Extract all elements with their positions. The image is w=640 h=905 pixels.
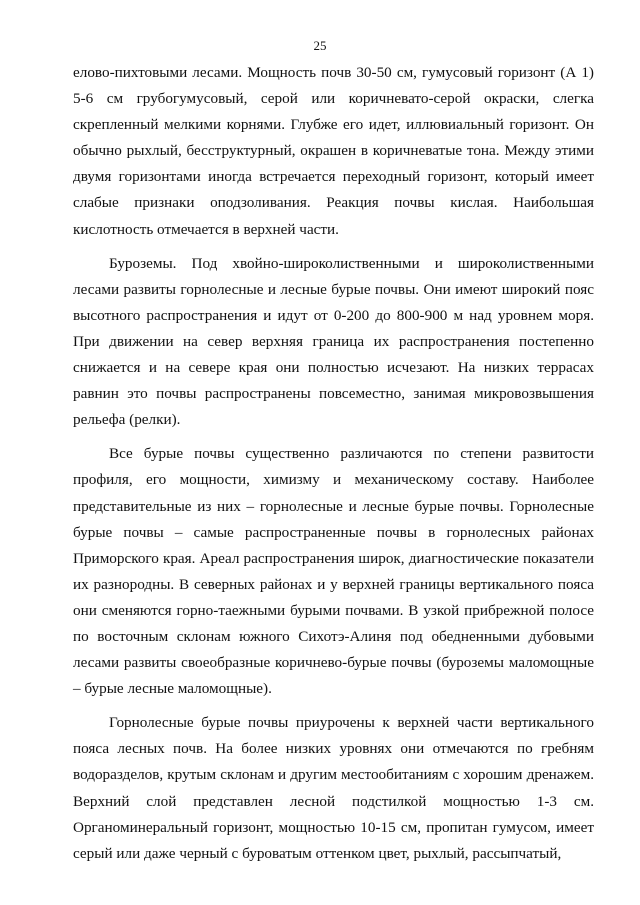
- paragraph-3: Все бурые почвы существенно различаются по степени развитости профиля, его мощности, химизму и механическому составу. Наиболее представительные из них – горнолесные и лесные бурые почвы. Горнолесные бурые почвы – самые распространенные почвы в горнолесных районах Приморского края. Ареал распространения широк, диагностические показатели их разнородны. В северных районах и у верхней границы вертикального пояса они сменяются горно-таежными бурыми почвами. В узкой прибрежной полосе по восточным склонам южного Сихотэ-Алиня под обедненными дубовыми лесами развиты своеобразные коричнево-бурые почвы (буроземы маломощные – бурые лесные маломощные).: [73, 445, 594, 698]
- page-number: 25: [313, 38, 327, 53]
- paragraph-1: елово-пихтовыми лесами. Мощность почв 30-50 см, гумусовый горизонт (А 1) 5-6 см грубогумусовый, серой или коричневато-серой окраски, слегка скрепленный мелкими корнями. Глубже его идет, иллювиальный горизонт. Он обычно рыхлый, бесструктурный, окрашен в коричневатые тона. Между этими двумя горизонтами иногда встречается переходный горизонт, который имеет слабые признаки оподзоливания. Реакция почвы кислая. Наибольшая кислотность отмечается в верхней части.: [73, 64, 594, 238]
- paragraph-4: Горнолесные бурые почвы приурочены к верхней части вертикального пояса лесных почв. На более низких уровнях они отмечаются по гребням водоразделов, крутым склонам и другим местообитаниям с хорошим дренажем. Верхний слой представлен лесной подстилкой мощностью 1-3 см. Органоминеральный горизонт, мощностью 10-15 см, пропитан гумусом, имеет серый или даже черный с буроватым оттенком цвет, рыхлый, рассыпчатый,: [73, 714, 594, 862]
- paragraph-2: Буроземы. Под хвойно-широколиственными и широколиственными лесами развиты горнолесные и лесные бурые почвы. Они имеют широкий пояс высотного распространения и идут от 0-200 до 800-900 м над уровнем моря. При движении на север верхняя граница их распространения постепенно снижается и на севере края они полностью исчезают. На низких террасах равнин это почвы распространены повсеместно, занимая микровозвышения рельефа (релки).: [73, 254, 594, 429]
- document-body: [73, 60, 594, 867]
